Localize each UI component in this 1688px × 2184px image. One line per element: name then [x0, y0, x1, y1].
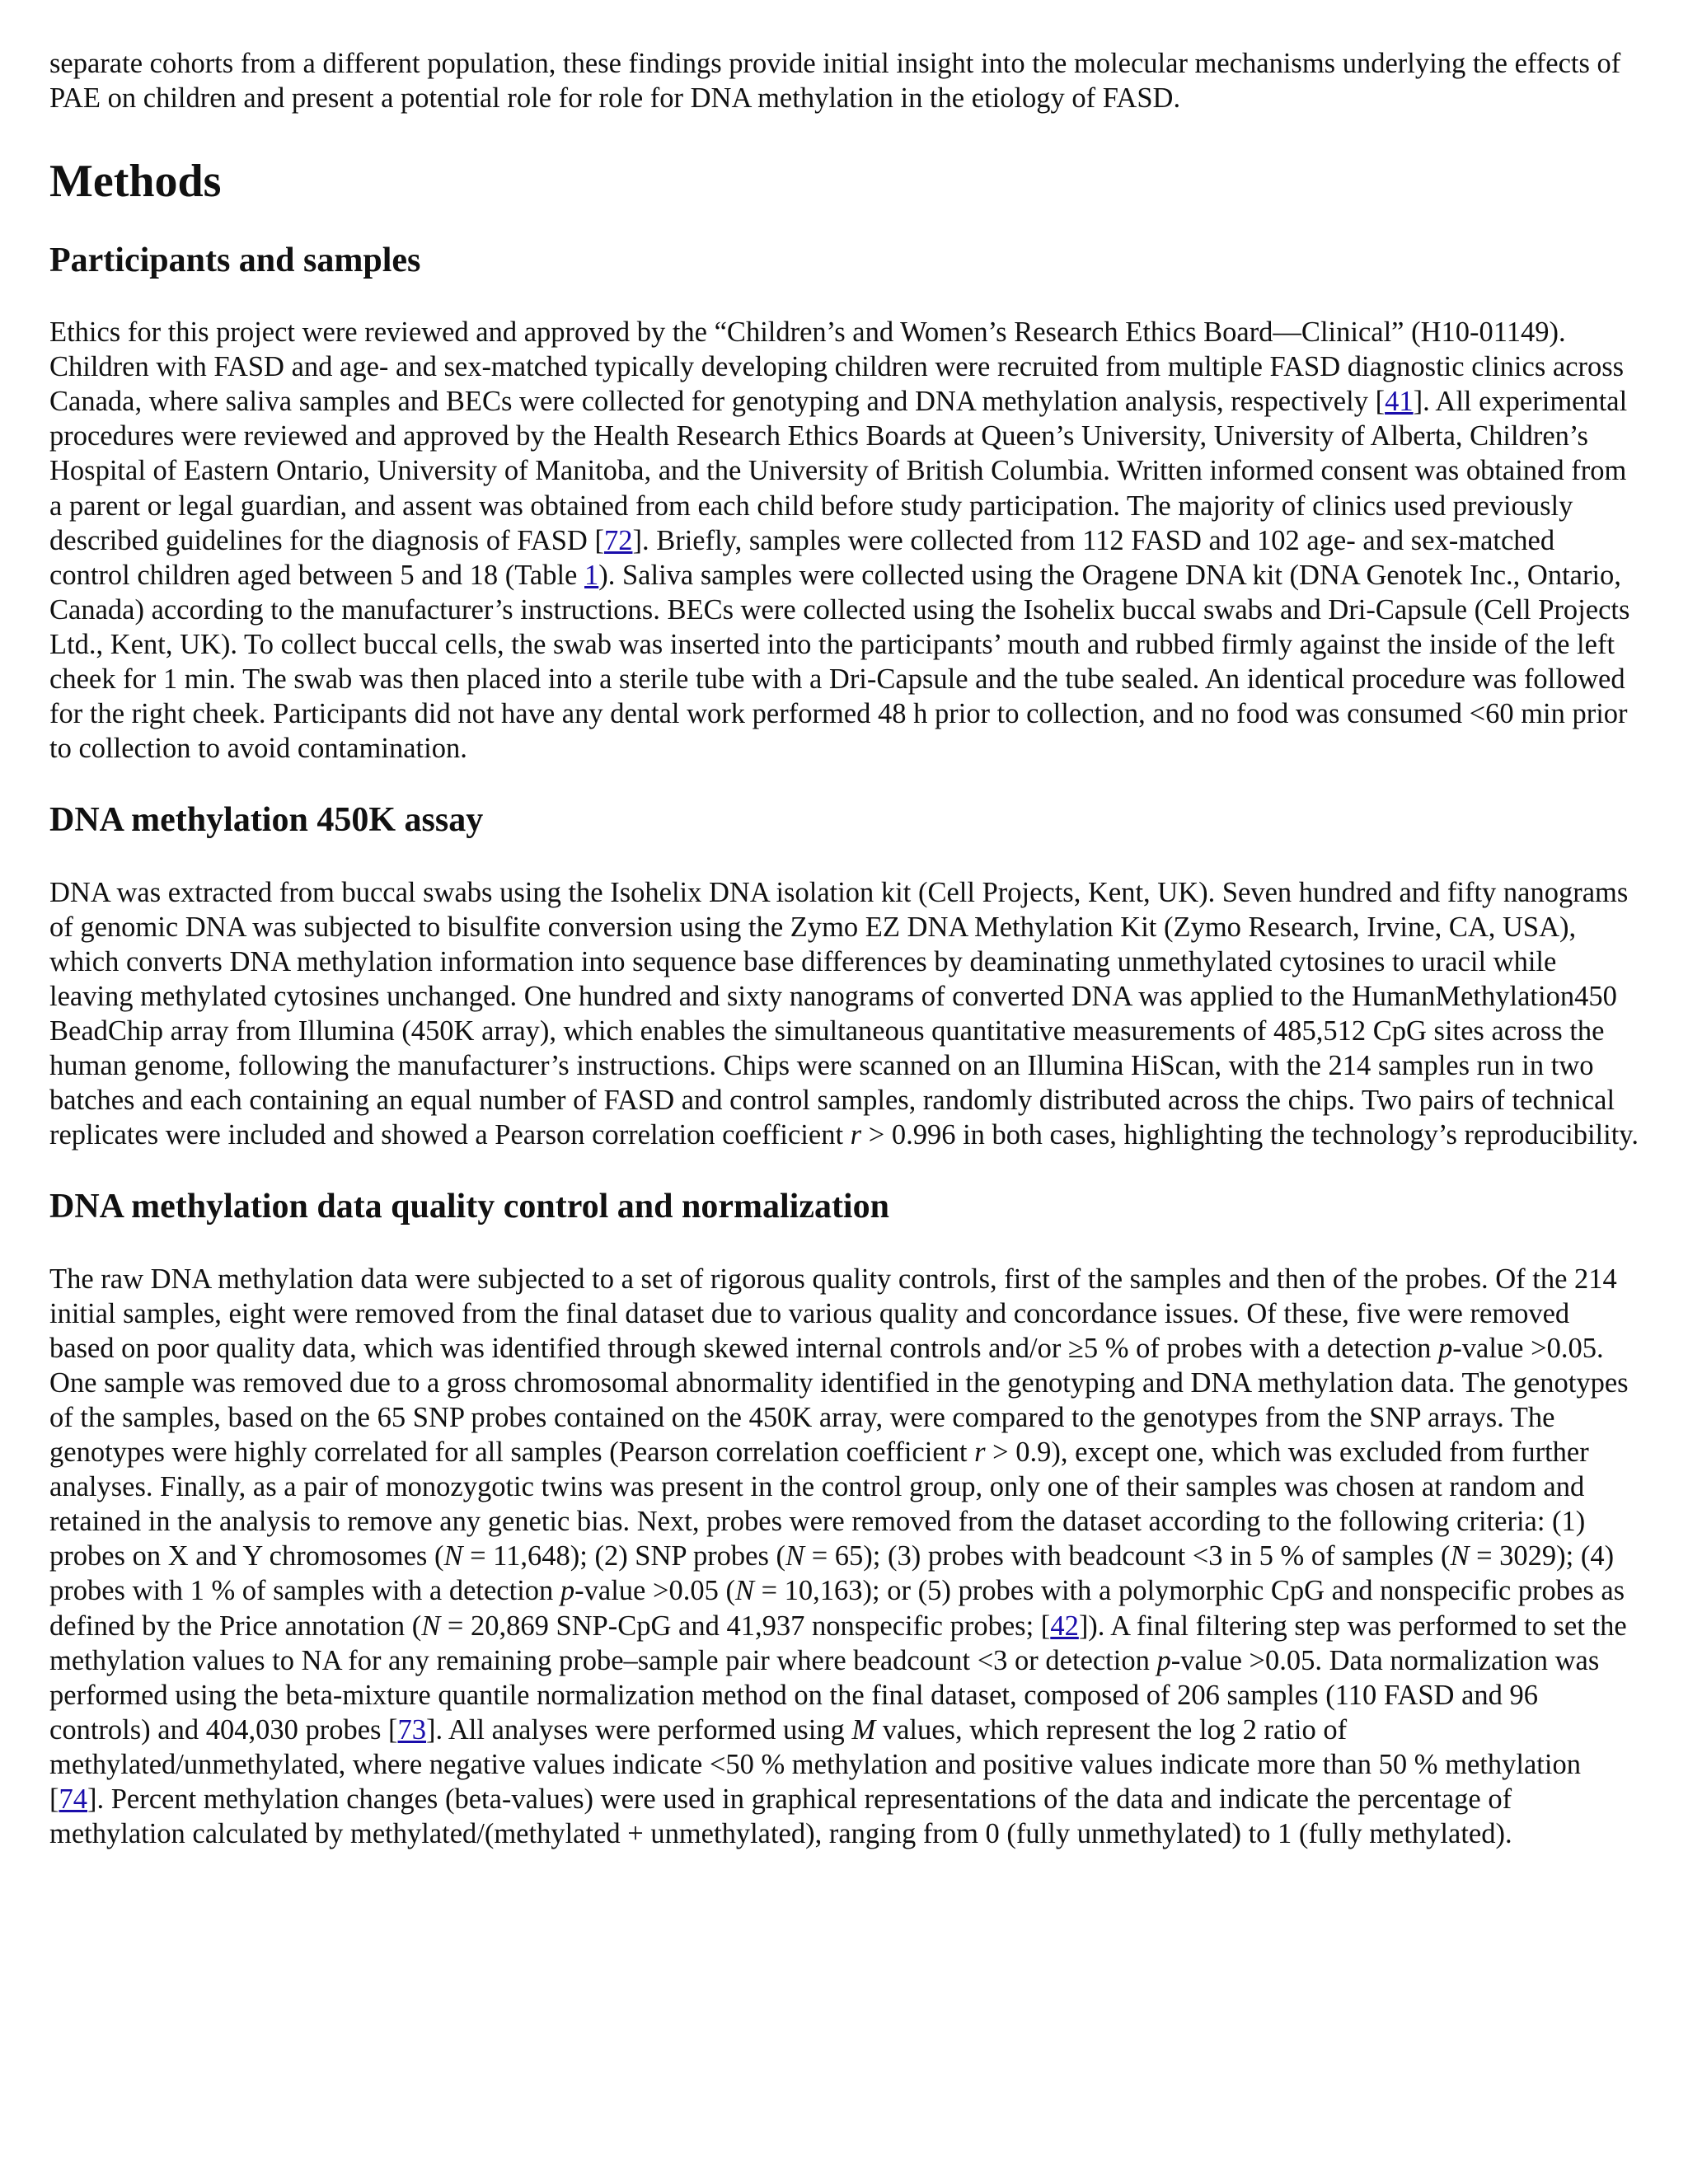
section-dna-methylation-450k-assay	[49, 800, 1639, 1152]
reference-link[interactable]: 72	[603, 524, 633, 556]
reference-link[interactable]: 73	[397, 1713, 427, 1746]
italic-variable: p	[560, 1575, 575, 1607]
paragraph-text: > 0.9), except one, which was excluded from further analyses. Finally, as a pair of monozygotic twins was present in the control group, only one of their samples was chosen at random and retained in the analysis to remove any genetic bias. Next, probes were removed from the dataset according to the following criteria: (1) probes on X and Y chromosomes (	[49, 1436, 1589, 1572]
section-heading: DNA methylation 450K assay	[49, 801, 484, 840]
paragraph-text: = 3029); (4) probes with 1 % of samples with a detection	[49, 1540, 1615, 1607]
paragraph-text: > 0.996 in both cases, highlighting the technology’s reproducibility.	[861, 1119, 1639, 1151]
paragraph-text: DNA was extracted from buccal swabs using the Isohelix DNA isolation kit (Cell Projects, Kent, UK). Seven hundred and fifty nanograms of genomic DNA was subjected to bisulfite conversion using the Zymo EZ DNA Methylation Kit (Zymo Research, Irvine, CA, USA), which converts DNA methylation information into sequence base differences by deaminating unmethylated cytosines to uracil while leaving methylated cytosines unchanged. One hundred and sixty nanograms of converted DNA was applied to the HumanMethylation450 BeadChip array from Illumina (450K array), which enables the simultaneous quantitative measurements of 485,512 CpG sites across the human genome, following the manufacturer’s instructions. Chips were scanned on an Illumina HiScan, with the 214 samples run in two batches and each containing an equal number of FASD and control samples, randomly distributed across the chips. Two pairs of technical replicates were included and showed a Pearson correlation coefficient	[49, 876, 1629, 1151]
intro-paragraph: separate cohorts from a different population, these findings provide initial insight into the molecular mechanisms underlying the effects of PAE on children and present a potential role for role for DNA methylation in the etiology of FASD.	[49, 48, 1621, 115]
paragraph-text: ]. All experimental procedures were reviewed and approved by the Health Research Ethics Boards at Queen’s University, University of Alberta, Children’s Hospital of Eastern Ontario, University of Manitoba, and the University of British Columbia. Written informed consent was obtained from a parent or legal guardian, and assent was obtained from each child before study participation. The majority of clinics used previously described guidelines for the diagnosis of FASD [	[49, 386, 1628, 556]
italic-variable: p	[1438, 1332, 1453, 1364]
italic-variable: N	[734, 1575, 754, 1607]
section-paragraph	[49, 1262, 1639, 1852]
italic-variable: N	[785, 1540, 805, 1572]
paragraph-text: = 65); (3) probes with beadcount <3 in 5 % of samples (	[804, 1540, 1451, 1572]
italic-variable: M	[851, 1713, 876, 1746]
italic-variable: p	[1156, 1644, 1171, 1676]
reference-link[interactable]: 42	[1050, 1610, 1079, 1642]
paragraph-text: ). Saliva samples were collected using the Oragene DNA kit (DNA Genotek Inc., Ontario, Canada) according to the manufacturer’s instructions. BECs were collected using the Isohelix buccal swabs and Dri-Capsule (Cell Projects Ltd., Kent, UK). To collect buccal cells, the swab was inserted into the participants’ mouth and rubbed firmly against the inside of the left cheek for 1 min. The swab was then placed into a sterile tube with a Dri-Capsule and the tube sealed. An identical procedure was followed for the right cheek. Participants did not have any dental work performed 48 h prior to collection, and no food was consumed <60 min prior to collection to avoid contamination.	[49, 559, 1630, 765]
paragraph-text: The raw DNA methylation data were subjected to a set of rigorous quality controls, first of the samples and then of the probes. Of the 214 initial samples, eight were removed from the final dataset due to various quality and concordance issues. Of these, five were removed based on poor quality data, which was identified through skewed internal controls and/or ≥5 % of probes with a detection	[49, 1263, 1617, 1364]
italic-variable: N	[421, 1610, 441, 1642]
section-participants-and-samples	[49, 241, 1639, 766]
italic-variable: r	[850, 1119, 862, 1151]
methods-heading: Methods	[49, 156, 222, 208]
paragraph-text: ]. All analyses were performed using	[426, 1713, 852, 1746]
paragraph-text: -value >0.05. Data normalization was performed using the beta-mixture quantile normalization method on the final dataset, composed of 206 samples (110 FASD and 96 controls) and 404,030 probes [	[49, 1644, 1600, 1746]
paragraph-text: values, which represent the log 2 ratio of methylated/unmethylated, where negative values indicate <50 % methylation and positive values indicate more than 50 % methylation [	[49, 1713, 1581, 1816]
section-quality-control-and-normalization	[49, 1187, 1639, 1851]
italic-variable: N	[1450, 1540, 1470, 1572]
section-paragraph	[49, 315, 1639, 766]
paragraph-text: Ethics for this project were reviewed and approved by the “Children’s and Women’s Research Ethics Board—Clinical” (H10-01149). Children with FASD and age- and sex-matched typically developing children were recruited from multiple FASD diagnostic clinics across Canada, where saliva samples and BECs were collected for genotyping and DNA methylation analysis, respectively [	[49, 316, 1625, 418]
paragraph-text: ]). A final filtering step was performed to set the methylation values to NA for any remaining probe–sample pair where beadcount <3 or detection	[49, 1610, 1627, 1676]
paragraph-text: ]. Percent methylation changes (beta-values) were used in graphical representations of the data and indicate the percentage of methylation calculated by methylated/(methylated + unmethylated), ranging from 0 (fully unmethylated) to 1 (fully methylated).	[49, 1783, 1512, 1850]
paragraph-text: = 11,648); (2) SNP probes (	[462, 1540, 786, 1572]
section-heading: DNA methylation data quality control and normalization	[49, 1188, 889, 1226]
reference-link[interactable]: 74	[59, 1783, 87, 1816]
italic-variable: r	[974, 1436, 986, 1469]
paragraph-text: ]. Briefly, samples were collected from 112 FASD and 102 age- and sex-matched control children aged between 5 and 18 (Table	[49, 524, 1555, 591]
paragraph-text: = 10,163); or (5) probes with a polymorphic CpG and nonspecific probes as defined by the Price annotation (	[49, 1575, 1625, 1642]
reference-link[interactable]: 1	[584, 559, 599, 591]
paragraph-text: = 20,869 SNP-CpG and 41,937 nonspecific probes; [	[440, 1610, 1051, 1642]
reference-link[interactable]: 41	[1385, 386, 1414, 418]
section-paragraph	[49, 875, 1639, 1153]
section-heading: Participants and samples	[49, 241, 421, 279]
italic-variable: N	[443, 1540, 463, 1572]
paragraph-text: -value >0.05. One sample was removed due to a gross chromosomal abnormality identified in the genotyping and DNA methylation data. The genotypes of the samples, based on the 65 SNP probes contained on the 450K array, were compared to the genotypes from the SNP arrays. The genotypes were highly correlated for all samples (Pearson correlation coefficient	[49, 1332, 1629, 1469]
paragraph-text: -value >0.05 (	[574, 1575, 735, 1607]
